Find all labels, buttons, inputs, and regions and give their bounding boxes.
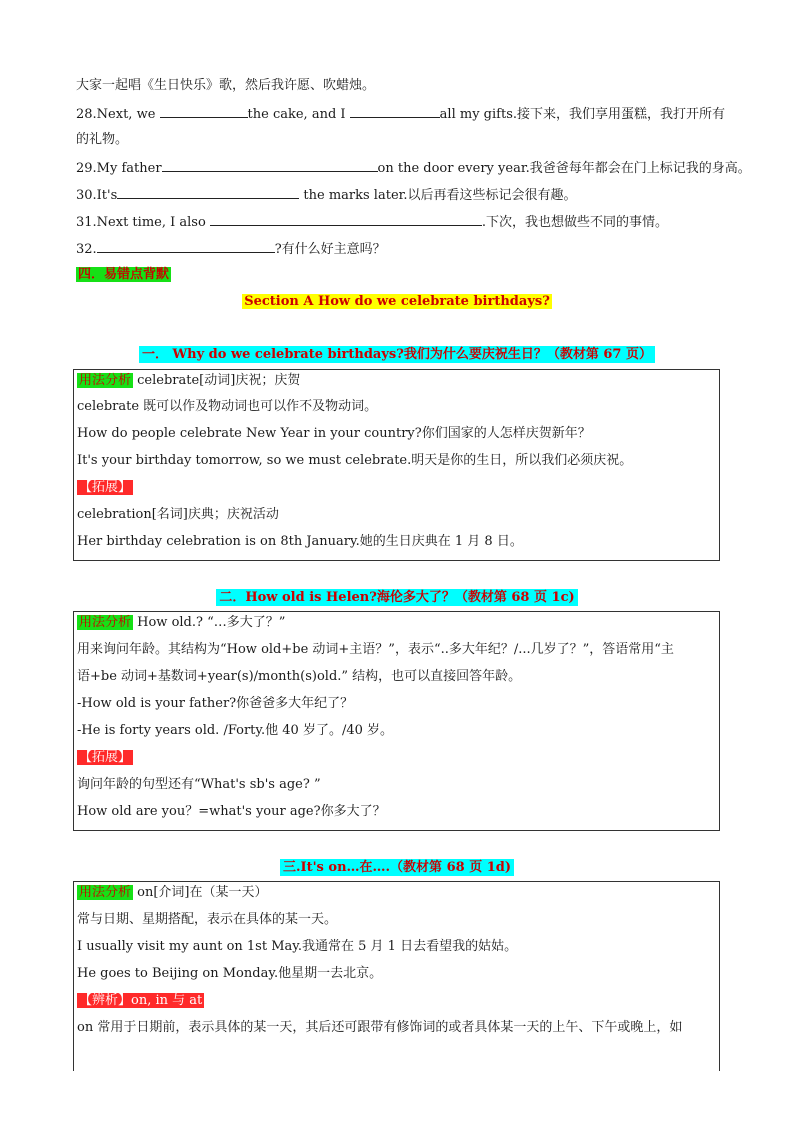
box-line: I usually visit my aunt on 1st May.我通常在 5 月 1 日去看望我的姑姑。 (77, 939, 518, 954)
answer-blank[interactable] (210, 212, 482, 226)
extension-line (77, 749, 133, 767)
point-heading-text: 一． Why do we celebrate birthdays?我们为什么要庆祝生日？（教材第 67 页） (139, 346, 655, 363)
point-box (73, 611, 720, 831)
q31-text-a: 31.Next time, I also (76, 215, 210, 230)
point-box (73, 881, 720, 1071)
q28-text-a: 28.Next, we (76, 107, 160, 122)
usage-tag: 用法分析 (79, 615, 132, 630)
answer-blank[interactable] (162, 158, 378, 172)
point-heading (0, 586, 794, 605)
text-line: 的礼物。 (76, 132, 129, 147)
extension-tag: 【辨析】on, in 与 at (79, 993, 203, 1008)
point-heading (0, 856, 794, 875)
q30-text-a: 30.It's (76, 188, 118, 203)
section-title-text: Section A How do we celebrate birthdays? (244, 294, 550, 309)
point-heading-text: 二．How old is Helen?海伦多大了？（教材第 68 页 1c) (216, 589, 577, 606)
point-box (73, 369, 720, 561)
question-32 (76, 239, 386, 259)
q28-text-c: all my gifts.接下来，我们享用蛋糕，我打开所有 (439, 107, 725, 122)
extension-line (77, 992, 204, 1010)
box-line: on 常用于日期前，表示具体的某一天，其后还可跟带有修饰词的或者具体某一天的上午、下午或晚上，如 (77, 1020, 683, 1035)
box-line: 常与日期、星期搭配，表示在具体的某一天。 (77, 912, 338, 927)
box-line: It's your birthday tomorrow, so we must celebrate.明天是你的生日，所以我们必须庆祝。 (77, 453, 633, 468)
text-line: 大家一起唱《生日快乐》歌，然后我许愿、吹蜡烛。 (76, 78, 376, 93)
box-line: Her birthday celebration is on 8th January.她的生日庆典在 1 月 8 日。 (77, 534, 523, 549)
usage-tag: 用法分析 (79, 885, 132, 900)
usage-text: How old.? “…多大了？” (133, 615, 286, 630)
box-line: 语+be 动词+基数词+year(s)/month(s)old.” 结构，也可以直接回答年龄。 (77, 669, 522, 684)
usage-text: on[介词]在（某一天） (133, 885, 268, 900)
box-line: celebrate 既可以作及物动词也可以作不及物动词。 (77, 399, 378, 414)
usage-line (77, 372, 300, 390)
usage-tag: 用法分析 (79, 373, 132, 388)
answer-blank[interactable] (97, 239, 275, 253)
question-29 (76, 158, 751, 178)
box-line: How do people celebrate New Year in your country?你们国家的人怎样庆贺新年？ (77, 426, 591, 441)
usage-text: celebrate[动词]庆祝；庆贺 (133, 373, 301, 388)
q28-text-b: the cake, and I (247, 107, 350, 122)
point-heading-text: 三.It's on…在….（教材第 68 页 1d) (280, 859, 514, 876)
section-4-label-line (76, 266, 171, 284)
section-title (0, 294, 794, 309)
question-31 (76, 212, 668, 232)
box-line: 询问年龄的句型还有“What's sb's age? ” (77, 777, 321, 792)
answer-blank[interactable] (350, 104, 440, 118)
point-heading (0, 343, 794, 362)
extension-tag: 【拓展】 (79, 750, 132, 765)
q31-text-b: .下次，我也想做些不同的事情。 (481, 215, 669, 230)
usage-line (77, 884, 268, 902)
question-28 (76, 104, 725, 124)
box-line: 用来询问年龄。其结构为“How old+be 动词+主语？”，表示“..多大年纪？/...几岁了？”，答语常用“主 (77, 642, 674, 657)
box-line: He goes to Beijing on Monday.他星期一去北京。 (77, 966, 383, 981)
box-line: celebration[名词]庆典；庆祝活动 (77, 507, 279, 522)
box-line: -How old is your father?你爸爸多大年纪了？ (77, 696, 354, 711)
q29-text-b: on the door every year.我爸爸每年都会在门上标记我的身高。 (377, 161, 751, 176)
q29-text-a: 29.My father (76, 161, 162, 176)
section-4-label: 四．易错点背默 (78, 267, 170, 282)
box-line: -He is forty years old. /Forty.他 40 岁了。/40 岁。 (77, 723, 394, 738)
extension-line (77, 479, 133, 497)
q32-text-a: 32. (76, 242, 97, 257)
box-line: How old are you？=what's your age?你多大了？ (77, 804, 386, 819)
answer-blank[interactable] (160, 104, 248, 118)
question-30 (76, 185, 577, 205)
q30-text-b: the marks later.以后再看这些标记会很有趣。 (299, 188, 577, 203)
extension-tag: 【拓展】 (79, 480, 132, 495)
q32-text-b: ?有什么好主意吗？ (274, 242, 386, 257)
usage-line (77, 614, 285, 632)
answer-blank[interactable] (117, 185, 299, 199)
